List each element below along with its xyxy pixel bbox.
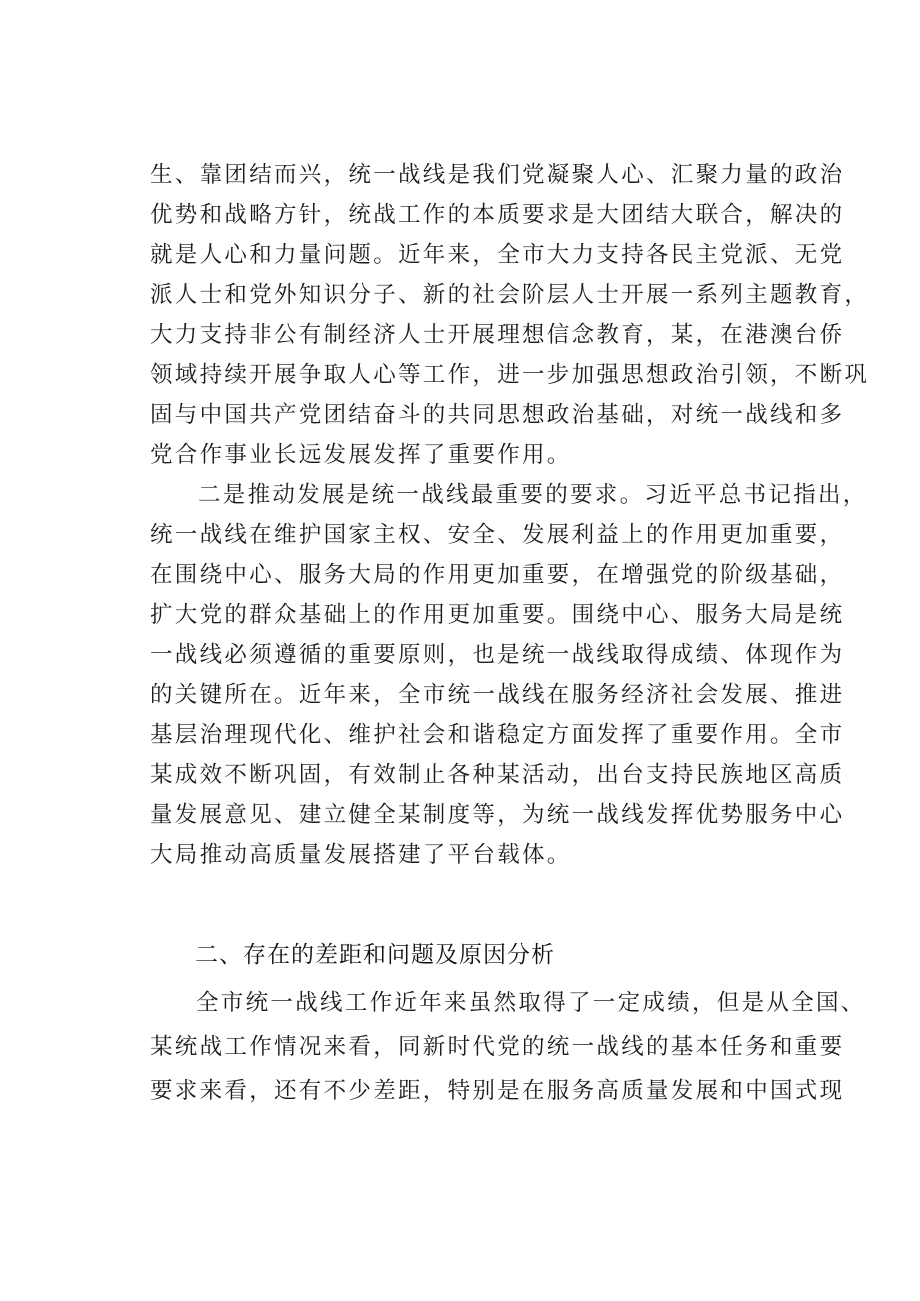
text-line: 党合作事业长远发展发挥了重要作用。 — [150, 442, 572, 468]
text-line: 要求来看，还有不少差距，特别是在服务高质量发展和中国式现 — [150, 1078, 845, 1104]
text-line: 派人士和党外知识分子、新的社会阶层人士开展一系列主题教育， — [150, 282, 870, 308]
text-line: 领域持续开展争取人心等工作，进一步加强思想政治引领，不断巩 — [150, 362, 870, 388]
text-line: 大力支持非公有制经济人士开展理想信念教育，某，在港澳台侨 — [150, 322, 845, 348]
text-line: 就是人心和力量问题。近年来，全市大力支持各民主党派、无党 — [150, 242, 845, 268]
section-heading: 二、存在的差距和问题及原因分析 — [195, 942, 555, 968]
text-line: 二是推动发展是统一战线最重要的要求。习近平总书记指出， — [198, 482, 868, 508]
text-line: 生、靠团结而兴，统一战线是我们党凝聚人心、汇聚力量的政治 — [150, 162, 845, 188]
text-line: 统一战线在维护国家主权、安全、发展利益上的作用更加重要， — [150, 522, 845, 548]
text-line: 某成效不断巩固，有效制止各种某活动，出台支持民族地区高质 — [150, 762, 845, 788]
text-line: 扩大党的群众基础上的作用更加重要。围绕中心、服务大局是统 — [150, 602, 845, 628]
text-line: 基层治理现代化、维护社会和谐稳定方面发挥了重要作用。全市 — [150, 722, 845, 748]
text-line: 大局推动高质量发展搭建了平台载体。 — [150, 842, 572, 868]
text-line: 全市统一战线工作近年来虽然取得了一定成绩，但是从全国、 — [196, 990, 866, 1016]
text-line: 优势和战略方针，统战工作的本质要求是大团结大联合，解决的 — [150, 202, 845, 228]
text-line: 在围绕中心、服务大局的作用更加重要，在增强党的阶级基础， — [150, 562, 845, 588]
text-line: 固与中国共产党团结奋斗的共同思想政治基础，对统一战线和多 — [150, 402, 845, 428]
text-line: 一战线必须遵循的重要原则，也是统一战线取得成绩、体现作为 — [150, 642, 845, 668]
text-line: 量发展意见、建立健全某制度等，为统一战线发挥优势服务中心 — [150, 802, 845, 828]
text-line: 某统战工作情况来看，同新时代党的统一战线的基本任务和重要 — [150, 1034, 845, 1060]
text-line: 的关键所在。近年来，全市统一战线在服务经济社会发展、推进 — [150, 682, 845, 708]
